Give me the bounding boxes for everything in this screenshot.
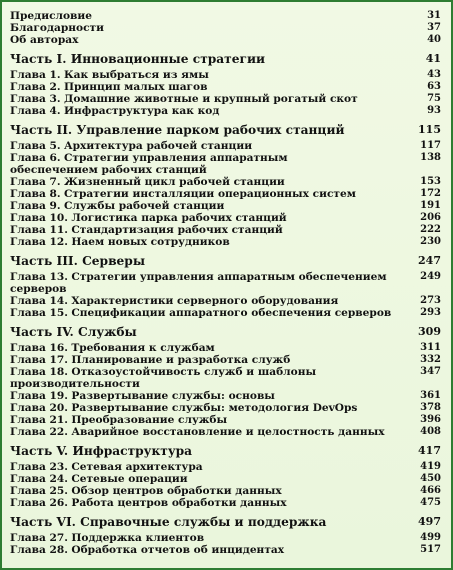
chapter-label: Глава 8. (10, 188, 61, 200)
chapter-label: Глава 19. (10, 390, 68, 402)
entry-page: 37 (427, 22, 441, 33)
chapter-label: Глава 24. (10, 473, 68, 485)
chapter-title-wrap (10, 295, 411, 307)
chapter-title: Домашние животные и крупный рогатый скот (64, 93, 358, 105)
chapter-label: Глава 9. (10, 200, 61, 212)
part-title: Часть V. Инфраструктура (10, 444, 193, 458)
chapter-label: Глава 22. (10, 426, 68, 438)
chapter-title: Обзор центров обработки данных (71, 485, 282, 497)
toc-entry-acknowledgements[interactable] (10, 22, 441, 34)
chapter-title-wrap (10, 390, 411, 402)
chapter-label: Глава 28. (10, 544, 68, 556)
chapter-label: Глава 16. (10, 342, 68, 354)
chapter-entry[interactable] (10, 81, 441, 93)
front-matter (10, 10, 441, 46)
table-of-contents (10, 10, 441, 556)
chapter-title: Развертывание службы: основы (71, 390, 275, 402)
chapter-entry[interactable] (10, 426, 441, 438)
chapter-title: Развертывание службы: методология DevOps (71, 402, 358, 414)
chapter-title-wrap (10, 366, 411, 390)
chapter-title: Жизненный цикл рабочей станции (64, 176, 285, 188)
chapter-label: Глава 21. (10, 414, 68, 426)
chapter-page: 172 (420, 188, 441, 199)
part-page: 417 (418, 444, 441, 457)
chapter-page: 378 (420, 402, 441, 413)
part-heading[interactable] (10, 123, 441, 137)
chapter-label: Глава 5. (10, 140, 61, 152)
part-heading[interactable] (10, 515, 441, 529)
chapter-title: Характеристики серверного оборудования (71, 295, 339, 307)
chapter-entry[interactable] (10, 390, 441, 402)
chapter-title-wrap (10, 544, 411, 556)
chapter-label: Глава 15. (10, 307, 68, 319)
chapter-title: Стратегии управления аппаратным обеспечением рабочих станций (10, 152, 288, 176)
chapter-page: 517 (420, 544, 441, 555)
part-page: 497 (418, 515, 441, 528)
chapter-label: Глава 12. (10, 236, 68, 248)
chapter-page: 249 (420, 271, 441, 282)
chapter-entry[interactable] (10, 461, 441, 473)
chapter-title-wrap (10, 485, 411, 497)
chapter-entry[interactable] (10, 485, 441, 497)
chapter-entry[interactable] (10, 295, 441, 307)
chapter-label: Глава 11. (10, 224, 68, 236)
chapter-title: Обработка отчетов об инцидентах (71, 544, 285, 556)
chapter-title: Преобразование службы (71, 414, 228, 426)
chapter-page: 396 (420, 414, 441, 425)
chapter-title: Планирование и разработка служб (71, 354, 291, 366)
chapter-entry[interactable] (10, 354, 441, 366)
chapter-title: Инфраструктура как код (64, 105, 220, 117)
chapter-title: Поддержка клиентов (71, 532, 205, 544)
chapter-page: 466 (420, 485, 441, 496)
chapter-label: Глава 7. (10, 176, 61, 188)
chapter-label: Глава 23. (10, 461, 68, 473)
chapter-title-wrap (10, 200, 411, 212)
part-title: Часть III. Серверы (10, 254, 146, 268)
chapter-entry[interactable] (10, 152, 441, 176)
chapter-entry[interactable] (10, 188, 441, 200)
chapter-title-wrap (10, 414, 411, 426)
part-page: 115 (418, 123, 441, 136)
chapter-page: 191 (420, 200, 441, 211)
chapter-entry[interactable] (10, 414, 441, 426)
chapter-title-wrap (10, 426, 411, 438)
toc-entry-about-authors[interactable] (10, 34, 441, 46)
chapter-title: Работа центров обработки данных (71, 497, 287, 509)
chapter-title: Требования к службам (71, 342, 215, 354)
chapter-page: 222 (420, 224, 441, 235)
chapter-title-wrap (10, 532, 411, 544)
chapter-title: Отказоустойчивость служб и шаблоны производительности (10, 366, 317, 390)
chapter-title-wrap (10, 473, 411, 485)
chapter-entry[interactable] (10, 544, 441, 556)
chapter-title-wrap (10, 402, 411, 414)
chapter-entry[interactable] (10, 532, 441, 544)
part-heading[interactable] (10, 254, 441, 268)
chapter-title: Стандартизация рабочих станций (71, 224, 283, 236)
chapter-title-wrap (10, 212, 411, 224)
chapter-title-wrap (10, 105, 411, 117)
chapter-title: Логистика парка рабочих станций (71, 212, 287, 224)
chapter-title: Спецификации аппаратного обеспечения серверов (71, 307, 392, 319)
chapter-label: Глава 1. (10, 69, 61, 81)
entry-title: Благодарности (10, 22, 104, 34)
chapter-page: 230 (420, 236, 441, 247)
chapter-label: Глава 25. (10, 485, 68, 497)
part-page: 247 (418, 254, 441, 267)
chapter-title-wrap (10, 224, 411, 236)
chapter-title: Принцип малых шагов (64, 81, 208, 93)
chapter-page: 117 (420, 140, 441, 151)
chapter-title: Архитектура рабочей станции (64, 140, 253, 152)
chapter-title: Аварийное восстановление и целостность данных (71, 426, 385, 438)
chapter-label: Глава 10. (10, 212, 68, 224)
chapter-label: Глава 20. (10, 402, 68, 414)
part-heading[interactable] (10, 325, 441, 339)
chapter-title: Наем новых сотрудников (71, 236, 230, 248)
part-title: Часть VI. Справочные службы и поддержка (10, 515, 327, 529)
chapter-title-wrap (10, 140, 411, 152)
chapter-page: 293 (420, 307, 441, 318)
chapter-title: Сетевые операции (71, 473, 188, 485)
chapter-entry[interactable] (10, 224, 441, 236)
part-title: Часть I. Инновационные стратегии (10, 52, 266, 66)
chapter-page: 475 (420, 497, 441, 508)
chapter-entry[interactable] (10, 105, 441, 117)
chapter-label: Глава 18. (10, 366, 68, 378)
chapter-label: Глава 6. (10, 152, 61, 164)
chapter-page: 43 (427, 69, 441, 80)
part-page: 309 (418, 325, 441, 338)
chapter-entry[interactable] (10, 236, 441, 248)
chapter-entry[interactable] (10, 342, 441, 354)
chapter-title-wrap (10, 93, 411, 105)
chapter-title-wrap (10, 69, 411, 81)
chapter-page: 361 (420, 390, 441, 401)
chapter-page: 206 (420, 212, 441, 223)
chapter-label: Глава 4. (10, 105, 61, 117)
chapter-title-wrap (10, 497, 411, 509)
part-heading[interactable] (10, 52, 441, 66)
chapter-title: Сетевая архитектура (71, 461, 203, 473)
chapter-title: Службы рабочей станции (64, 200, 225, 212)
entry-page: 31 (427, 10, 441, 21)
chapter-page: 311 (420, 342, 441, 353)
chapter-page: 153 (420, 176, 441, 187)
chapter-title-wrap (10, 236, 411, 248)
chapter-label: Глава 17. (10, 354, 68, 366)
chapter-page: 347 (420, 366, 441, 377)
chapter-page: 93 (427, 105, 441, 116)
part-title: Часть IV. Службы (10, 325, 137, 339)
chapter-page: 419 (420, 461, 441, 472)
chapter-title: Стратегии управления аппаратным обеспечением серверов (10, 271, 387, 295)
chapter-label: Глава 27. (10, 532, 68, 544)
chapter-title-wrap (10, 176, 411, 188)
chapter-entry[interactable] (10, 473, 441, 485)
chapter-title-wrap (10, 461, 411, 473)
chapter-page: 408 (420, 426, 441, 437)
chapter-title: Как выбраться из ямы (64, 69, 209, 81)
part-heading[interactable] (10, 444, 441, 458)
chapter-entry[interactable] (10, 176, 441, 188)
chapter-label: Глава 3. (10, 93, 61, 105)
toc-entry-preface[interactable] (10, 10, 441, 22)
chapter-page: 63 (427, 81, 441, 92)
chapter-title-wrap (10, 81, 411, 93)
entry-title: Предисловие (10, 10, 93, 22)
chapter-page: 499 (420, 532, 441, 543)
chapter-label: Глава 2. (10, 81, 61, 93)
chapter-label: Глава 26. (10, 497, 68, 509)
chapter-label: Глава 13. (10, 271, 68, 283)
part-page: 41 (425, 52, 441, 65)
chapter-title-wrap (10, 188, 411, 200)
parts-list (10, 52, 441, 556)
chapter-entry[interactable] (10, 140, 441, 152)
chapter-page: 450 (420, 473, 441, 484)
chapter-title-wrap (10, 152, 411, 176)
chapter-label: Глава 14. (10, 295, 68, 307)
chapter-entry[interactable] (10, 402, 441, 414)
chapter-page: 138 (420, 152, 441, 163)
chapter-title-wrap (10, 342, 411, 354)
chapter-entry[interactable] (10, 366, 441, 390)
chapter-title-wrap (10, 307, 411, 319)
chapter-entry[interactable] (10, 93, 441, 105)
chapter-entry[interactable] (10, 69, 441, 81)
part-title: Часть II. Управление парком рабочих станций (10, 123, 345, 137)
chapter-page: 273 (420, 295, 441, 306)
chapter-title-wrap (10, 354, 411, 366)
chapter-page: 332 (420, 354, 441, 365)
chapter-title-wrap (10, 271, 411, 295)
chapter-entry[interactable] (10, 271, 441, 295)
chapter-title: Стратегии инсталляции операционных систем (64, 188, 356, 200)
entry-page: 40 (427, 34, 441, 45)
chapter-entry[interactable] (10, 307, 441, 319)
chapter-page: 75 (427, 93, 441, 104)
entry-title: Об авторах (10, 34, 79, 46)
chapter-entry[interactable] (10, 212, 441, 224)
chapter-entry[interactable] (10, 497, 441, 509)
chapter-entry[interactable] (10, 200, 441, 212)
